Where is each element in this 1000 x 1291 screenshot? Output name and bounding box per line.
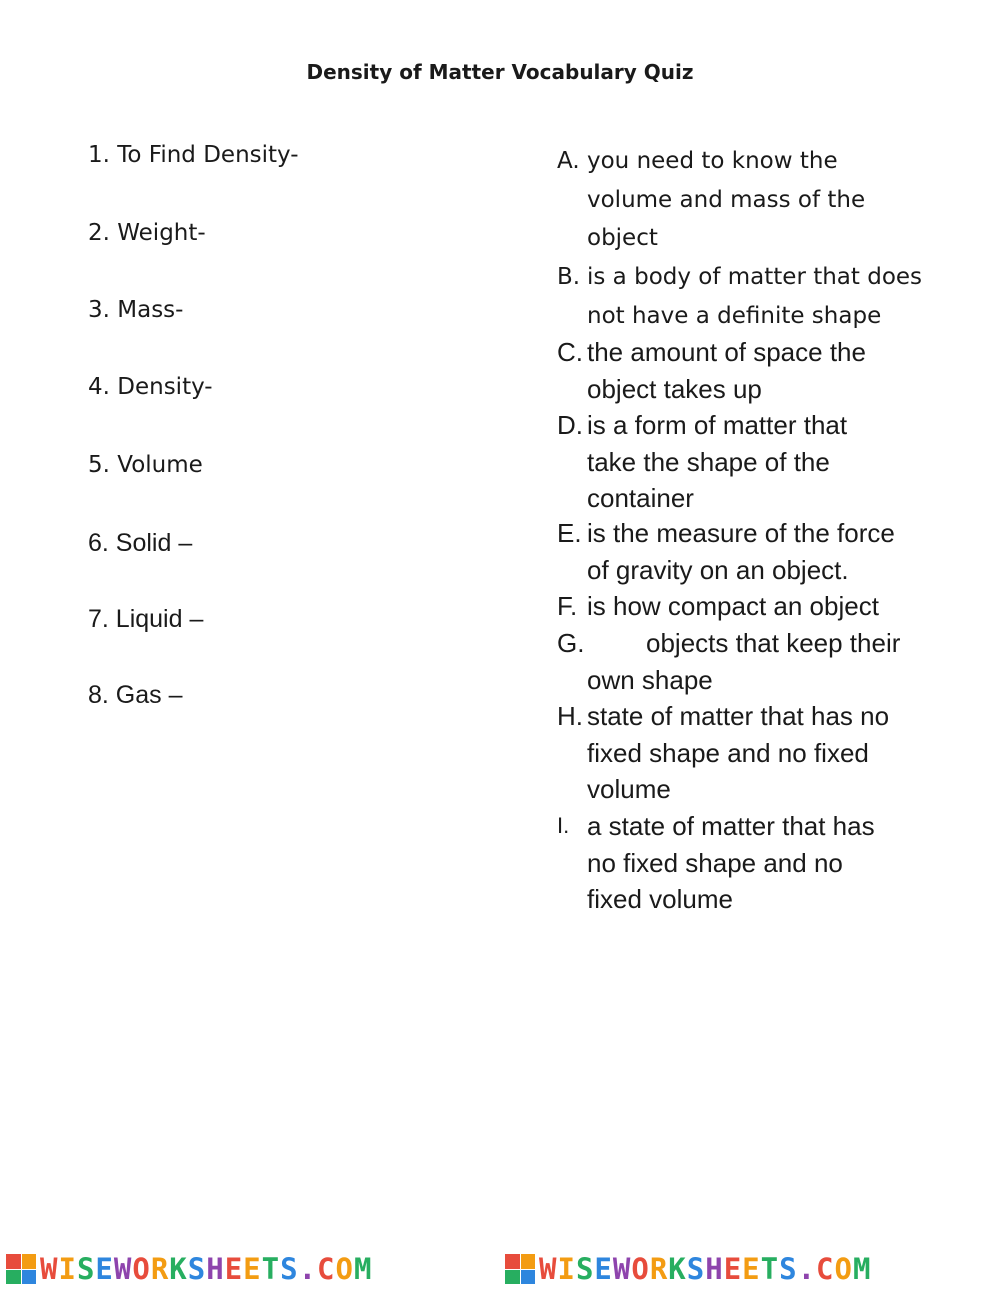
definition-line: is the measure of the force xyxy=(587,518,895,548)
definition-letter: B. xyxy=(557,264,581,290)
definition-letter: C. xyxy=(557,337,583,367)
definition-line: is how compact an object xyxy=(587,591,879,621)
definition-letter: F. xyxy=(557,591,578,621)
term-7: 7. Liquid – xyxy=(88,605,204,633)
definition-line: volume and mass of the xyxy=(587,186,866,213)
term-5: 5. Volume xyxy=(88,452,203,478)
definition-letter: I. xyxy=(557,813,570,838)
brand-text: WISEWORKSHEETS.COM xyxy=(539,1252,872,1286)
definition-line: object takes up xyxy=(587,373,762,404)
term-3: 3. Mass- xyxy=(88,297,184,323)
definition-letter: A. xyxy=(557,148,580,174)
brand-watermark xyxy=(505,1252,871,1286)
brand-text: WISEWORKSHEETS.COM xyxy=(40,1252,373,1286)
term-6: 6. Solid – xyxy=(88,529,193,557)
definition-line: own shape xyxy=(587,664,713,695)
logo-icon xyxy=(505,1254,535,1284)
term-8: 8. Gas – xyxy=(88,681,183,709)
definition-line: volume xyxy=(587,774,671,804)
definition-line: container xyxy=(587,483,694,513)
definition-line: objects that keep their xyxy=(646,628,901,658)
definition-line: no fixed shape and no xyxy=(587,847,843,878)
definition-line: fixed volume xyxy=(587,884,733,914)
term-1: 1. To Find Density- xyxy=(88,142,299,168)
term-4: 4. Density- xyxy=(88,374,213,400)
definition-letter: H. xyxy=(557,701,583,731)
definition-line: not have a definite shape xyxy=(587,302,882,329)
definition-line: state of matter that has no xyxy=(587,701,890,731)
definition-letter: D. xyxy=(557,410,583,440)
definition-line: take the shape of the xyxy=(587,446,830,477)
logo-icon xyxy=(6,1254,36,1284)
page-title: Density of Matter Vocabulary Quiz xyxy=(306,60,694,84)
definition-line: fixed shape and no fixed xyxy=(587,737,869,768)
definition-letter: G. xyxy=(557,628,585,658)
watermark-footer xyxy=(0,1252,1000,1286)
definition-line: object xyxy=(587,225,658,251)
brand-watermark xyxy=(6,1252,372,1286)
definition-line: of gravity on an object. xyxy=(587,554,849,585)
definition-line: is a form of matter that xyxy=(587,410,848,440)
definition-line: you need to know the xyxy=(587,148,838,174)
definition-line: is a body of matter that does xyxy=(587,264,923,290)
definition-letter: E. xyxy=(557,518,582,548)
definition-line: the amount of space the xyxy=(587,337,866,367)
definition-line: a state of matter that has xyxy=(587,811,875,841)
term-2: 2. Weight- xyxy=(88,220,206,246)
